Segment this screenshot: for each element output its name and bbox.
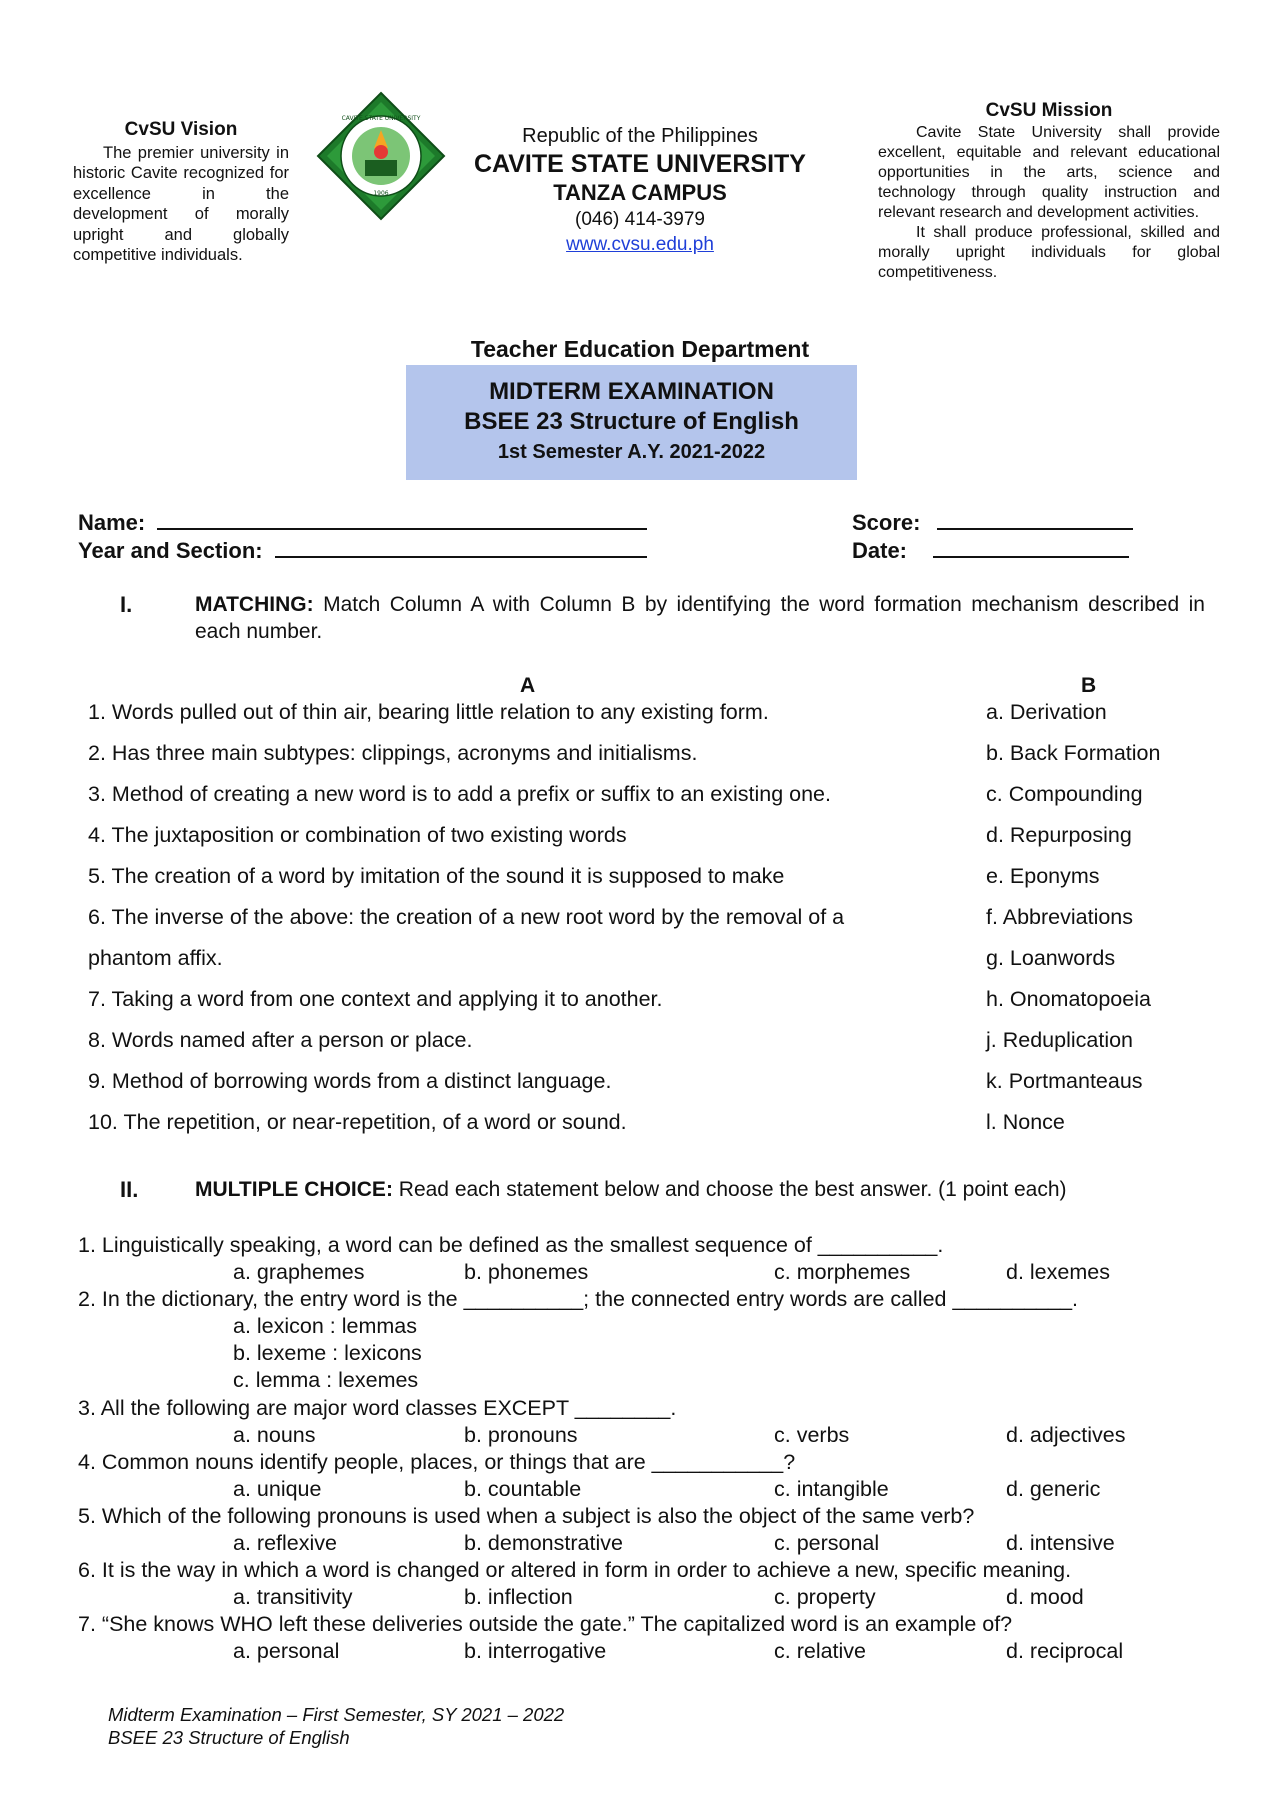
- question: 6. It is the way in which a word is changed or altered in form in order to achieve a new, specific meaning.: [78, 1558, 1072, 1582]
- name-label: Name:: [78, 510, 146, 535]
- match-item-b: d. Repurposing: [986, 823, 1132, 847]
- choice[interactable]: c. intangible: [774, 1477, 889, 1501]
- score-blank[interactable]: [937, 508, 1133, 530]
- score-field: [852, 508, 1133, 537]
- page-footer: [108, 1703, 564, 1749]
- question: 3. All the following are major word classes EXCEPT ________.: [78, 1396, 677, 1420]
- match-item-a: 2. Has three main subtypes: clippings, acronyms and initialisms.: [88, 741, 698, 765]
- match-item-a: 9. Method of borrowing words from a distinct language.: [88, 1069, 612, 1093]
- vision-title: CvSU Vision: [124, 119, 238, 140]
- question: 2. In the dictionary, the entry word is the __________; the connected entry words are called __________.: [78, 1287, 1079, 1311]
- mission-title: CvSU Mission: [985, 100, 1113, 121]
- choice[interactable]: c. verbs: [774, 1423, 850, 1447]
- match-item-a: 6. The inverse of the above: the creation of a new root word by the removal of a: [88, 905, 845, 929]
- choice[interactable]: c. morphemes: [774, 1260, 911, 1284]
- choice[interactable]: a. personal: [233, 1639, 340, 1663]
- choice[interactable]: b. demonstrative: [464, 1531, 623, 1555]
- course-title: BSEE 23 Structure of English: [464, 408, 799, 435]
- choice[interactable]: b. countable: [464, 1477, 582, 1501]
- column-b-header: B: [1081, 674, 1097, 697]
- section-2-number: II.: [120, 1177, 139, 1202]
- match-item-a: 10. The repetition, or near-repetition, of a word or sound.: [88, 1110, 627, 1134]
- mission-block: [878, 101, 1220, 283]
- choice[interactable]: a. lexicon : lemmas: [233, 1314, 418, 1338]
- score-label: Score:: [852, 510, 921, 535]
- phone-number: (046) 414-3979: [575, 209, 705, 230]
- match-item-b: l. Nonce: [986, 1110, 1065, 1134]
- republic-text: Republic of the Philippines: [522, 125, 758, 147]
- year-section-field: [78, 536, 647, 565]
- choice[interactable]: a. transitivity: [233, 1585, 353, 1609]
- choice[interactable]: a. graphemes: [233, 1260, 365, 1284]
- footer-line-1: Midterm Examination – First Semester, SY 2021 – 2022: [108, 1704, 565, 1725]
- campus-name: TANZA CAMPUS: [553, 180, 727, 205]
- match-item-b: g. Loanwords: [986, 946, 1116, 970]
- logo-text: CAVITE STATE UNIVERSITY: [341, 115, 421, 122]
- choice[interactable]: b. lexeme : lexicons: [233, 1341, 422, 1365]
- choice[interactable]: b. phonemes: [464, 1260, 589, 1284]
- match-item-b: f. Abbreviations: [986, 905, 1134, 929]
- match-item-b: k. Portmanteaus: [986, 1069, 1143, 1093]
- match-item-b: c. Compounding: [986, 782, 1143, 806]
- match-item-b: j. Reduplication: [986, 1028, 1134, 1052]
- match-item-b: e. Eponyms: [986, 864, 1100, 888]
- choice[interactable]: a. nouns: [233, 1423, 316, 1447]
- section-2-title: MULTIPLE CHOICE:: [195, 1178, 393, 1201]
- match-item-b: h. Onomatopoeia: [986, 987, 1151, 1011]
- choice[interactable]: d. reciprocal: [1006, 1639, 1124, 1663]
- match-item-a: 4. The juxtaposition or combination of two existing words: [88, 823, 627, 847]
- match-item-a: 8. Words named after a person or place.: [88, 1028, 473, 1052]
- footer-line-2: BSEE 23 Structure of English: [108, 1727, 350, 1748]
- university-header: [440, 123, 840, 257]
- section-2-text: Read each statement below and choose the best answer. (1 point each): [398, 1178, 1067, 1201]
- date-label: Date:: [852, 538, 908, 563]
- choice[interactable]: d. adjectives: [1006, 1423, 1126, 1447]
- university-logo: [315, 90, 447, 222]
- match-item-a: 5. The creation of a word by imitation of the sound it is supposed to make: [88, 864, 785, 888]
- column-a-header: A: [520, 674, 536, 697]
- choice[interactable]: a. unique: [233, 1477, 322, 1501]
- question: 7. “She knows WHO left these deliveries outside the gate.” The capitalized word is an example of?: [78, 1612, 1013, 1636]
- choice[interactable]: b. inflection: [464, 1585, 573, 1609]
- vision-text: The premier university in historic Cavite recognized for excellence in the development of morally upright and globally competitive individuals.: [73, 143, 289, 264]
- name-blank[interactable]: [157, 508, 647, 530]
- mission-text-2: It shall produce professional, skilled and morally upright individuals for global competitiveness.: [878, 224, 1220, 281]
- choice[interactable]: c. property: [774, 1585, 876, 1609]
- choice[interactable]: d. mood: [1006, 1585, 1084, 1609]
- year-section-blank[interactable]: [275, 536, 647, 558]
- department-title: Teacher Education Department: [470, 336, 810, 362]
- date-blank[interactable]: [933, 536, 1129, 558]
- choice[interactable]: d. lexemes: [1006, 1260, 1110, 1284]
- section-1-number: I.: [120, 592, 133, 617]
- section-2-instruction: [195, 1176, 1225, 1203]
- question: 5. Which of the following pronouns is used when a subject is also the object of the same verb?: [78, 1504, 975, 1528]
- choice[interactable]: b. pronouns: [464, 1423, 578, 1447]
- match-item-b: b. Back Formation: [986, 741, 1161, 765]
- section-1-instruction: [195, 591, 1205, 645]
- section-1-text: Match Column A with Column B by identifying the word formation mechanism described in each number.: [195, 593, 1205, 643]
- mission-text-1: Cavite State University shall provide excellent, equitable and relevant educational opportunities in the arts, science and technology through quality instruction and relevant research and development activities.: [878, 124, 1220, 221]
- match-item-a: 3. Method of creating a new word is to add a prefix or suffix to an existing one.: [88, 782, 831, 806]
- name-field: [78, 508, 647, 537]
- choice[interactable]: d. generic: [1006, 1477, 1101, 1501]
- question: 4. Common nouns identify people, places, or things that are ___________?: [78, 1450, 796, 1474]
- match-item-a: phantom affix.: [88, 946, 223, 970]
- exam-title-box: [406, 365, 857, 480]
- choice[interactable]: c. relative: [774, 1639, 867, 1663]
- year-section-label: Year and Section:: [78, 538, 263, 563]
- choice[interactable]: c. lemma : lexemes: [233, 1368, 419, 1392]
- university-name: CAVITE STATE UNIVERSITY: [474, 150, 806, 178]
- match-item-a: 1. Words pulled out of thin air, bearing little relation to any existing form.: [88, 700, 769, 724]
- choice[interactable]: b. interrogative: [464, 1639, 607, 1663]
- section-1-title: MATCHING:: [195, 593, 314, 616]
- semester-label: 1st Semester A.Y. 2021-2022: [497, 441, 766, 463]
- website-link[interactable]: www.cvsu.edu.ph: [566, 234, 714, 255]
- date-field: [852, 536, 1129, 565]
- choice[interactable]: c. personal: [774, 1531, 880, 1555]
- match-item-a: 7. Taking a word from one context and applying it to another.: [88, 987, 663, 1011]
- vision-block: [73, 120, 289, 266]
- choice[interactable]: a. reflexive: [233, 1531, 337, 1555]
- exam-title: MIDTERM EXAMINATION: [489, 378, 774, 405]
- logo-year: 1906: [373, 190, 389, 197]
- choice[interactable]: d. intensive: [1006, 1531, 1115, 1555]
- match-item-b: a. Derivation: [986, 700, 1107, 724]
- question: 1. Linguistically speaking, a word can be defined as the smallest sequence of __________.: [78, 1233, 944, 1257]
